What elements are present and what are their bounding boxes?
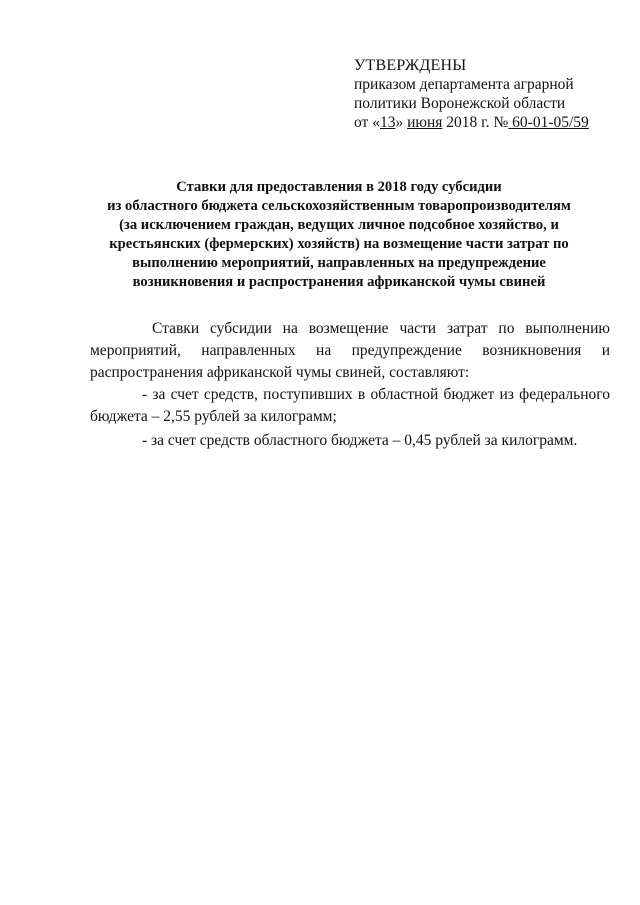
document-body [90,318,610,452]
approval-line-2: политики Воронежской области [354,95,566,112]
date-month: июня [407,114,443,131]
title-line-1: Ставки для предоставления в 2018 году субсидии [176,179,502,195]
approval-stamp [354,56,624,132]
title-line-6: возникновения и распространения африканской чумы свиней [132,274,546,290]
date-year: 2018 г. [442,114,494,131]
approval-line-1: приказом департамента аграрной [354,76,574,93]
order-number: 60-01-05/59 [508,114,589,131]
paragraph-1-line-2: мероприятий, направленных на предупреждение возникновения и [90,342,610,359]
approval-date-line [354,113,624,132]
list-item-1-line-1: - за счет средств, поступивших в областной бюджет из федерального [142,386,610,403]
title-line-3: (за исключением граждан, ведущих личное подсобное хозяйство, и [119,217,559,233]
title-line-4: крестьянских (фермерских) хозяйств) на возмещение части затрат по [109,236,569,252]
title-line-5: выполнению мероприятий, направленных на предупреждение [132,255,546,271]
approval-heading: УТВЕРЖДЕНЫ [354,57,467,74]
list-item-2: - за счет средств областного бюджета – 0,45 рублей за килограмм. [142,432,578,449]
list-item-1-line-2: бюджета – 2,55 рублей за килограмм; [90,408,337,425]
date-prefix: от « [354,114,380,131]
number-sign: № [493,114,509,131]
date-day: 13 [379,114,396,131]
paragraph-1-line-3: распространения африканской чумы свиней, составляют: [90,364,470,381]
document-title [90,178,588,292]
title-line-2: из областного бюджета сельскохозяйственным товаропроизводителям [107,198,571,214]
date-mid: » [395,114,408,131]
paragraph-1-line-1: Ставки субсидии на возмещение части затрат по выполнению [152,320,610,337]
